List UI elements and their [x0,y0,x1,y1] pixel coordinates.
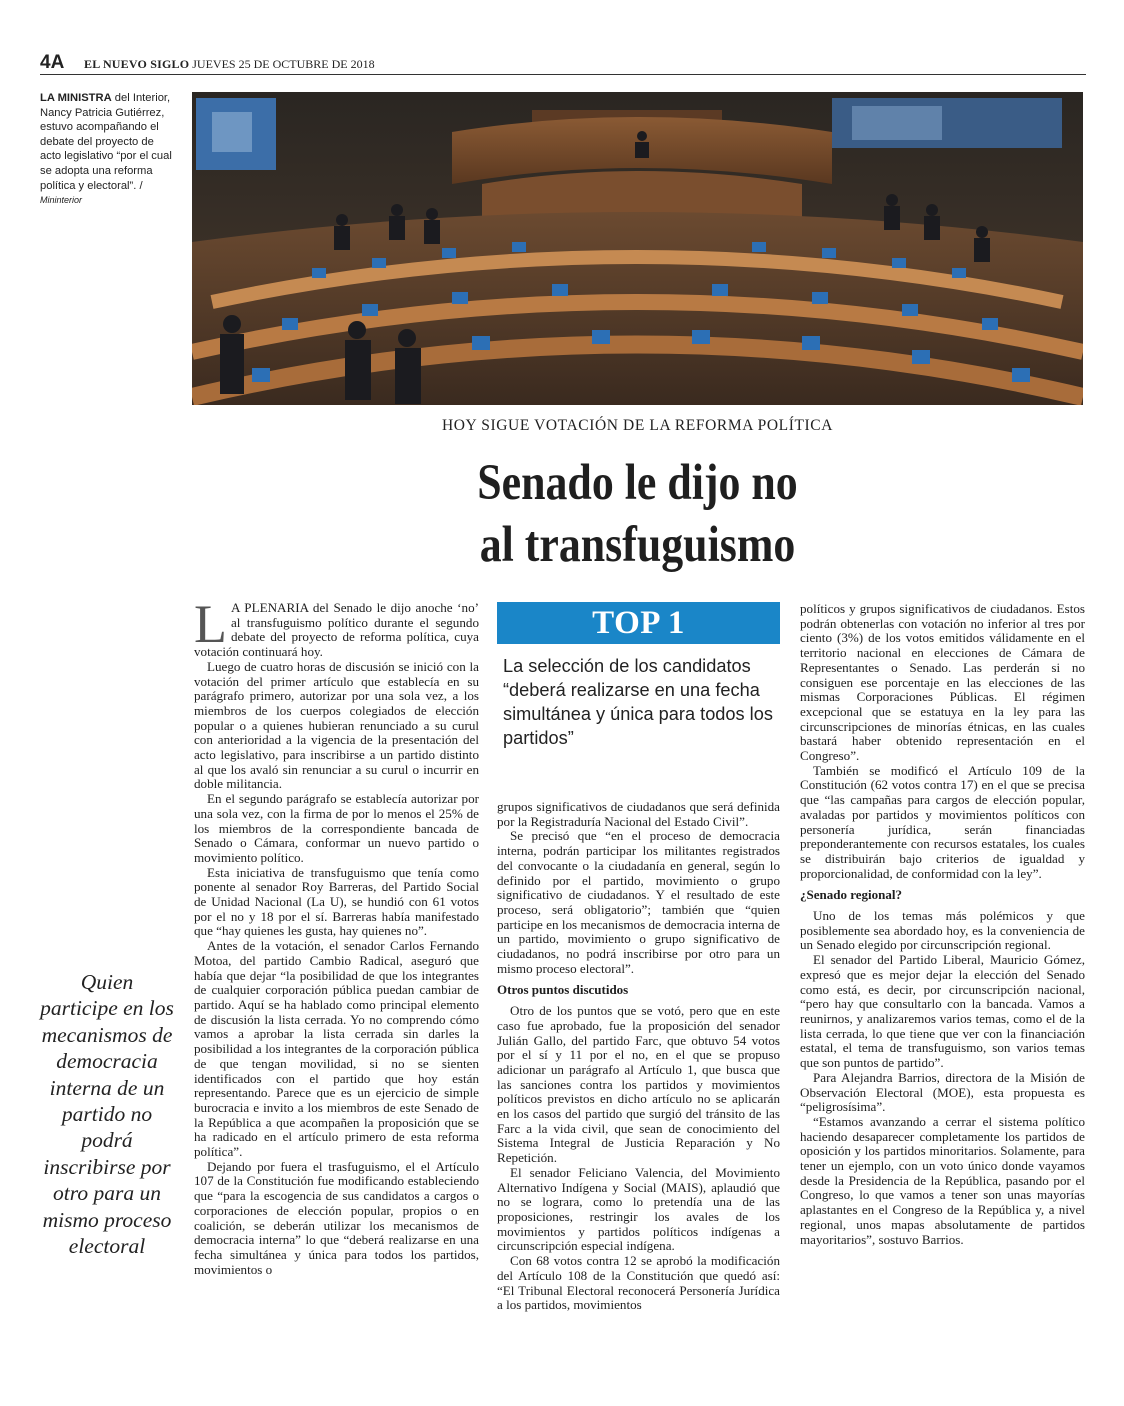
senate-chamber-photo [192,92,1083,405]
top-highlight-text: La selección de los candidatos “deberá realizarse en una fecha simultánea y única para todos los partidos” [503,656,773,748]
photo-credit: Mininterior [40,195,83,206]
edition-date: JUEVES 25 DE OCTUBRE DE 2018 [192,57,375,71]
caption-text: del Interior, Nancy Patricia Gutiérrez, estuvo acompañando el debate del proyecto de acto legislativo “por el cual se adopta una reforma política y electoral”. / [40,92,172,192]
paragraph: Para Alejandra Barrios, directora de la Misión de Observación Electoral (MOE), esta propuesta es “peligrosísima”. [800,1069,1085,1115]
paragraph: políticos y grupos significativos de ciudadanos. Estos podrán obtenerlas con votación no inferior al tres por ciento (3%) de los votos emitidos válidamente en el territorio nacional en elecciones de Cámara de Representantes o Senado. Las perderán si no consiguen ese porcentaje en las elecciones de las mismas Corporaciones Públicas. El régimen excepcional que se estatuya en la ley para las circunscripciones de minorías étnicas, en las cuales bastará haber obtenido representación en el Congreso”. [800,601,1085,764]
paragraph: Dejando por fuera el trasfuguismo, el el Artículo 107 de la Constitución fue modificando estableciendo que “para la escogencia de sus candidatos a cargos o corporaciones de elección popular, propios o en coalición, se deberán utilizar los mecanismos de democracia interna” lo que “deberá realizarse en una fecha simultánea y única para todos los partidos, movimientos o [194,1158,479,1277]
paragraph: Luego de cuatro horas de discusión se inició con la votación del primer artículo que establecía en su parágrafo primero, autorizar por una sola vez, a los miembros de los cuerpos colegiados de elección popular o a quienes hubieran renunciado a su curul con anterioridad a la vigencia de la presentación del acto legislativo, para inscribirse a un partido distinto al que los avaló sin renunciar a su curul o incurrir en doble militancia. [194,658,479,792]
paragraph: El senador del Partido Liberal, Mauricio Gómez, expresó que es mejor dejar la elección del Senado como está, es decir, por circunscripción nacional, “pero hay que consultarlo con la bancada. Vamos a reunirnos, y analizaremos varios temas, como el de la lista cerrada, lo que tiene que ver con la financiación estatal, el tema de transfuguismo, son varios temas que son puntos de partido”. [800,952,1085,1071]
paragraph: Otro de los puntos que se votó, pero que en este caso fue aprobado, fue la proposición del senador Julián Gallo, del partido Farc, que obtuvo 54 votos por el sí y 11 por el no, en el que se propuso adicionar un parágrafo al Artículo 1, que busca que las sanciones contra los partidos y movimientos políticos previstos en dicho artículo no se aplicarán en los casos del partido que surgió del tránsito de las Farc a la vida civil, que sean de conocimiento del Sistema Integral de Justicia Reparación y No Repetición. [497,1003,780,1166]
article-headline [254,452,1020,576]
page-number: 4A [40,52,65,73]
article-column-1 [194,594,479,1277]
masthead [84,57,375,72]
subhead-senado-regional: ¿Senado regional? [800,887,902,903]
pull-quote: Quien participe en los mecanismos de democracia interna de un partido no podrá inscribirse por otro para un mismo proceso electoral [40,970,174,1259]
paragraph: En el segundo parágrafo se establecía autorizar por una sola vez, con la firma de por lo menos el 25% de los miembros de la correspondiente bancada de Senado o Cámara, conformar un nuevo partido o movimiento político. [194,791,479,865]
paragraph: Antes de la votación, el senador Carlos Fernando Motoa, del partido Cambio Radical, aseguró que había que dejar “la posibilidad de que los integrantes de cualquier corporación pública puedan cambiar de partido. Aquí se ha hablado como principal elemento de discusión la lista cerrada. Yo no comprendo cómo vamos a aprobar la lista cerrada sin darles la posibilidad a los integrantes de la corporación pública de que tengan movilidad, si no se sienten identificados con el partido que hoy están representando. Parece que es un ejercicio de simple burocracia e invito a los miembros de este Senado de la República a que acompañen la proposición que se ha radicado en el artículo primero de esta reforma política”. [194,938,479,1160]
paragraph: Se precisó que “en el proceso de democracia interna, podrán participar los militantes registrados del convocante o la ciudadanía en general, según lo definido por el partido, movimiento o grupo significativo de ciudadanos. Y el resultado de este proceso, será obligatorio”; también que “quien participe en los mecanismos de democracia interna de un partido, movimiento o grupo significativo de ciudadanos, no podrá inscribirse por otro para un mismo proceso electoral”. [497,828,780,976]
paragraph: L A PLENARIA del Senado le dijo anoche ‘no’ al transfuguismo político durante el segundo debate del proyecto de reforma política, cuya votación continuará hoy. [194,594,479,660]
top-label-box: TOP 1 [497,602,780,644]
article-column-3 [800,602,1085,1247]
paragraph: El senador Feliciano Valencia, del Movimiento Alternativo Indígena y Social (MAIS), aplaudió que no se lograra, como lo pretendía una de las proposiciones, restringir los avales de los movimientos y partidos políticos indígenas a circunscripción especial indígena. [497,1164,780,1254]
paragraph: Uno de los temas más polémicos y que posiblemente sea abordado hoy, es la conveniencia de un Senado elegido por circunscripción regional. [800,908,1085,953]
article-column-2 [497,800,780,1313]
header-rule [40,74,1086,75]
headline-line-1: Senado le dijo no [477,455,798,511]
paragraph: Con 68 votos contra 12 se aprobó la modificación del Artículo 108 de la Constitución que quedó así: “El Tribunal Electoral reconocerá Personería Jurídica a los partidos, movimientos [497,1253,780,1313]
caption-lead: LA MINISTRA [40,92,112,104]
drop-cap: L [194,594,227,654]
article-kicker: HOY SIGUE VOTACIÓN DE LA REFORMA POLÍTICA [441,417,834,434]
paragraph: Esta iniciativa de transfuguismo que tenía como ponente al senador Roy Barreras, del Partido Social de Unidad Nacional (La U), se hundió con 61 votos por el no y 18 por el sí. Barreras había manifestado que “hay quienes les gusta, hay quienes no”. [194,864,479,939]
paragraph: También se modificó el Artículo 109 de la Constitución (62 votos contra 17) en el que se precisa que “las campañas para cargos de elección popular, avaladas por partidos y movimientos políticos con personería jurídica, serán financiadas preponderantemente con recursos estatales, los cuales se distribuirán bajo criterios de igualdad y proporcionalidad, de conformidad con la ley”. [800,762,1085,881]
paper-name: EL NUEVO SIGLO [84,57,190,71]
headline-line-2: al transfuguismo [479,517,796,573]
subhead-otros-puntos: Otros puntos discutidos [497,982,629,998]
photo-caption [40,91,172,208]
paragraph: “Estamos avanzando a cerrar el sistema político haciendo desaparecer completamente los partidos de oposición y los partidos minoritarios. Solamente, para tener un ejemplo, con un voto único donde vayamos desde la Presidencia de la República, pasando por el Congreso, lo que vamos a tener son unas mayorías aplastantes en el Congreso de la República y, a nivel regional, unos mapas absolutamente de partidos mayoritarios”, sostuvo Barrios. [800,1113,1085,1247]
paragraph: grupos significativos de ciudadanos que será definida por la Registraduría Nacional del Estado Civil”. [497,799,780,829]
